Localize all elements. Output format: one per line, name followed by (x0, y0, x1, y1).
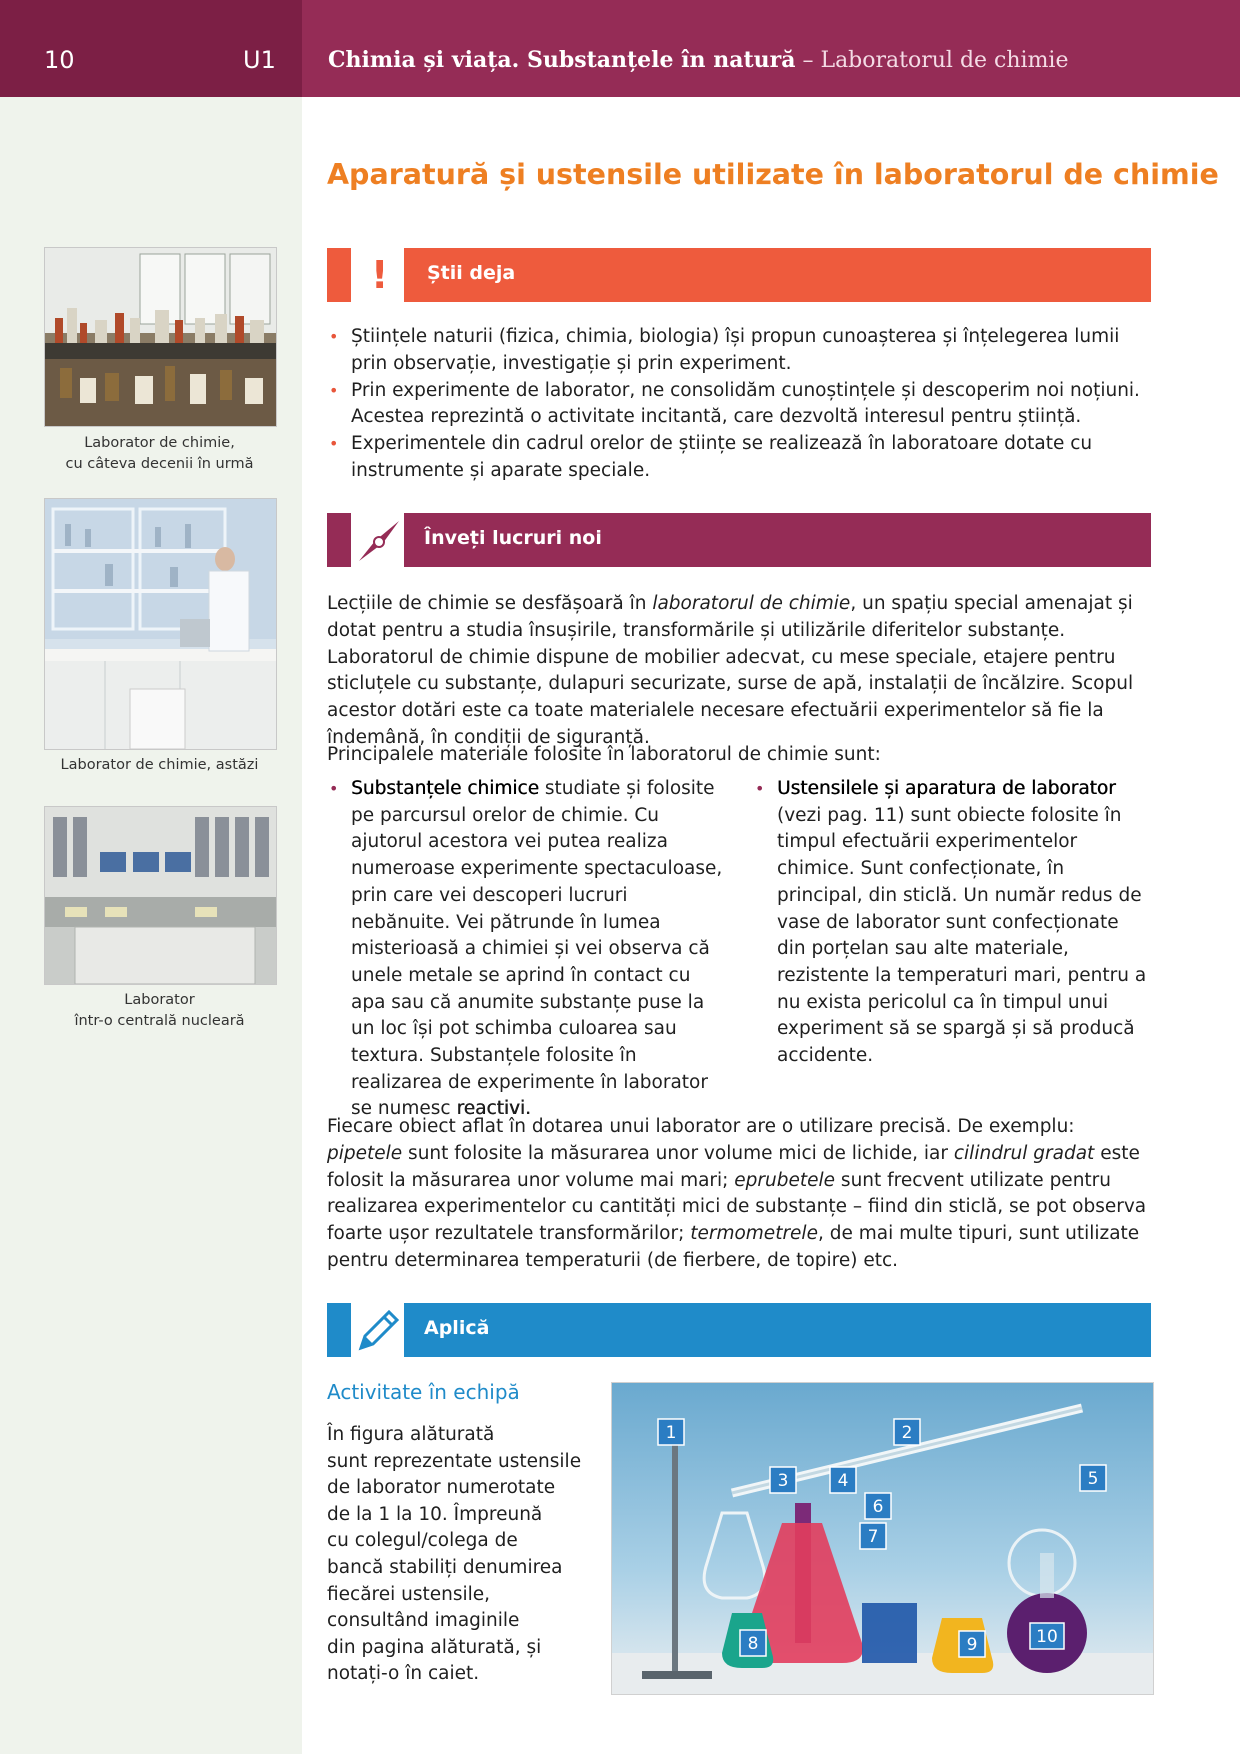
text-run: Fiecare obiect aflat în dotarea unui laborator are o utilizare precisă. De exemplu: (327, 1116, 1075, 1137)
text-line: de la 1 la 10. Împreună (327, 1503, 543, 1525)
exclamation-icon: ! (371, 253, 389, 297)
banner-title: Aplică (424, 1317, 490, 1339)
activity-text (327, 1422, 597, 1688)
text-line: În figura alăturată (327, 1424, 495, 1445)
figure-label-3: 3 (777, 1471, 789, 1491)
header-title (328, 47, 1068, 73)
banner-icon-box (327, 513, 379, 567)
page-number: 10 (44, 46, 75, 74)
figure-label-9: 9 (966, 1635, 978, 1655)
text-line: sunt reprezentate ustensile (327, 1450, 582, 1472)
intro-paragraph (327, 591, 1155, 752)
text-run: sunt frecvent utilizate pentru realizarea experimentelor cu cantități mici de substanțe – fiind din sticlă, se pot observa foarte ușor rezultatele transformărilor; (327, 1169, 1147, 1245)
list-item: • Experimentele din cadrul orelor de științe se realizează în laboratoare dotate cu instrumente și aparate speciale. (327, 431, 1155, 485)
list-item: • Prin experimente de laborator, ne consolidăm cunoștințele și descoperim noi noțiuni. Acestea reprezintă o activitate incitantă, care dezvoltă interesul pentru știință. (327, 378, 1155, 432)
text-run: , un spațiu special amenajat și dotat pentru a studia însușirile, transformările și utilizările diferitelor substanțe. Laboratorul de chimie dispune de mobilier adecvat, cu mese speciale, etajere pentru sticluțele cu substanțe, dulapuri securizate, surse de apă, instalații de încălzire. Scopul acestor dotări este ca toate materialele necesare efectuării experimentelor să fie la îndemână, în condiții de siguranță. (327, 593, 1134, 748)
caption-line: Laborator de chimie, astăzi (60, 757, 259, 773)
column-apparatus (753, 776, 1153, 1070)
text-run-italic: eprubetele (734, 1169, 836, 1191)
list-item (753, 776, 1153, 1070)
text-run: Lecțiile de chimie se desfășoară în (327, 593, 653, 614)
figure-label-1: 1 (665, 1423, 677, 1443)
text-run: studiate și folosite pe parcursul orelor de chimie. Cu ajutorul acestora vei putea realiza numeroase experimente spectaculoase, prin care vei descoperi lucruri nebănuite. Vei pătrunde în lumea misterioasă a chimiei și vei observa că unele metale se aprind în contact cu apa sau că anumite substanțe puse la un loc își pot schimba culoarea sau textura. Substanțele folosite în realizarea de experimente în laborator se numesc (351, 778, 723, 1120)
figure-label-8: 8 (747, 1634, 759, 1654)
header-title-dash: – (795, 48, 821, 73)
text-line: din pagina alăturată, și (327, 1636, 542, 1658)
text-line: consultând imaginile (327, 1610, 520, 1632)
text-line: bancă stabiliți denumirea (327, 1556, 563, 1578)
activity-title: Activitate în echipă (327, 1380, 520, 1404)
page-header (0, 0, 1240, 97)
banner-aplica (327, 1303, 1151, 1357)
text-run: , de mai multe tipuri, sunt utilizate pentru determinarea temperaturii (de fierbere, de topire) etc. (327, 1223, 1140, 1271)
figure-label-5: 5 (1087, 1469, 1099, 1489)
caption-line: Laborator (124, 992, 195, 1008)
list-item: • Științele naturii (fizica, chimia, biologia) își propun cunoașterea și înțelegerea lumii prin observație, investigație și prin experiment. (327, 324, 1155, 378)
header-title-sub: Laboratorul de chimie (820, 48, 1069, 73)
banner-icon-box (327, 248, 389, 302)
text-line: fiecărei ustensile, (327, 1583, 491, 1605)
text-run: este folosit la măsurarea unor volume mai mari; (327, 1142, 1140, 1191)
figure-label-6: 6 (872, 1497, 884, 1517)
text-run: reactivi. (456, 1098, 531, 1120)
caption-line: Laborator de chimie, (84, 435, 235, 451)
caption-line: cu câteva decenii în urmă (65, 456, 254, 472)
banner-label-box (404, 1303, 1151, 1357)
text-line: de laborator numerotate (327, 1477, 556, 1499)
text-run-italic: laboratorul de chimie (652, 593, 851, 614)
lab-equipment-figure (611, 1382, 1154, 1695)
pencil-icon (355, 1308, 401, 1354)
old-laboratory-photo (44, 247, 277, 427)
caption-nuclear-laboratory (44, 990, 275, 1032)
banner-stii-deja (327, 248, 1151, 302)
text-run-bold: Ustensilele și aparatura de laborator (777, 778, 1116, 799)
text-line: cu colegul/colega de (327, 1530, 518, 1552)
banner-title: Știi deja (427, 262, 516, 284)
caption-old-laboratory (44, 433, 275, 475)
banner-title: Înveți lucruri noi (424, 527, 602, 549)
modern-laboratory-photo (44, 498, 277, 750)
text-line: notați-o în caiet. (327, 1663, 480, 1685)
banner-icon-box (327, 1303, 379, 1357)
figure-label-4: 4 (837, 1471, 849, 1491)
materials-intro: Principalele materiale folosite în laboratorul de chimie sunt: (327, 744, 881, 765)
figure-label-10: 10 (1036, 1627, 1058, 1647)
usage-paragraph (327, 1114, 1155, 1275)
text-run-italic: termometrele (690, 1223, 818, 1245)
compass-needle-icon (355, 519, 401, 563)
unit-label: U1 (243, 46, 276, 74)
caption-line: într-o centrală nucleară (74, 1013, 245, 1029)
banner-inveti (327, 513, 1151, 567)
nuclear-plant-laboratory-photo (44, 806, 277, 985)
caption-modern-laboratory (44, 755, 275, 776)
header-title-bold: Chimia și viața. Substanțele în natură (328, 47, 796, 73)
column-substances (327, 776, 727, 1123)
known-facts-list (327, 324, 1155, 485)
text-run-bold: Substanțele chimice (351, 778, 539, 799)
text-run-italic: cilindrul gradat (953, 1142, 1095, 1164)
figure-label-7: 7 (867, 1527, 879, 1547)
text-run-italic: pipetele (327, 1142, 403, 1164)
page-title: Aparatură și ustensile utilizate în laboratorul de chimie (327, 158, 1219, 191)
figure-label-2: 2 (901, 1423, 913, 1443)
text-run: sunt folosite la măsurarea unor volume mici de lichide, iar (402, 1142, 954, 1164)
list-item (327, 776, 727, 1123)
banner-label-box (404, 248, 1151, 302)
text-run: (vezi pag. 11) sunt obiecte folosite în timpul efectuării experimentelor chimice. Sunt confecționate, în principal, din sticlă. Un număr redus de vase de laborator sunt confecționate din porțelan sau alte materiale, rezistente la temperaturi mari, pentru a nu exista pericolul ca în timpul unui experiment să se spargă și să producă accidente. (777, 804, 1147, 1067)
